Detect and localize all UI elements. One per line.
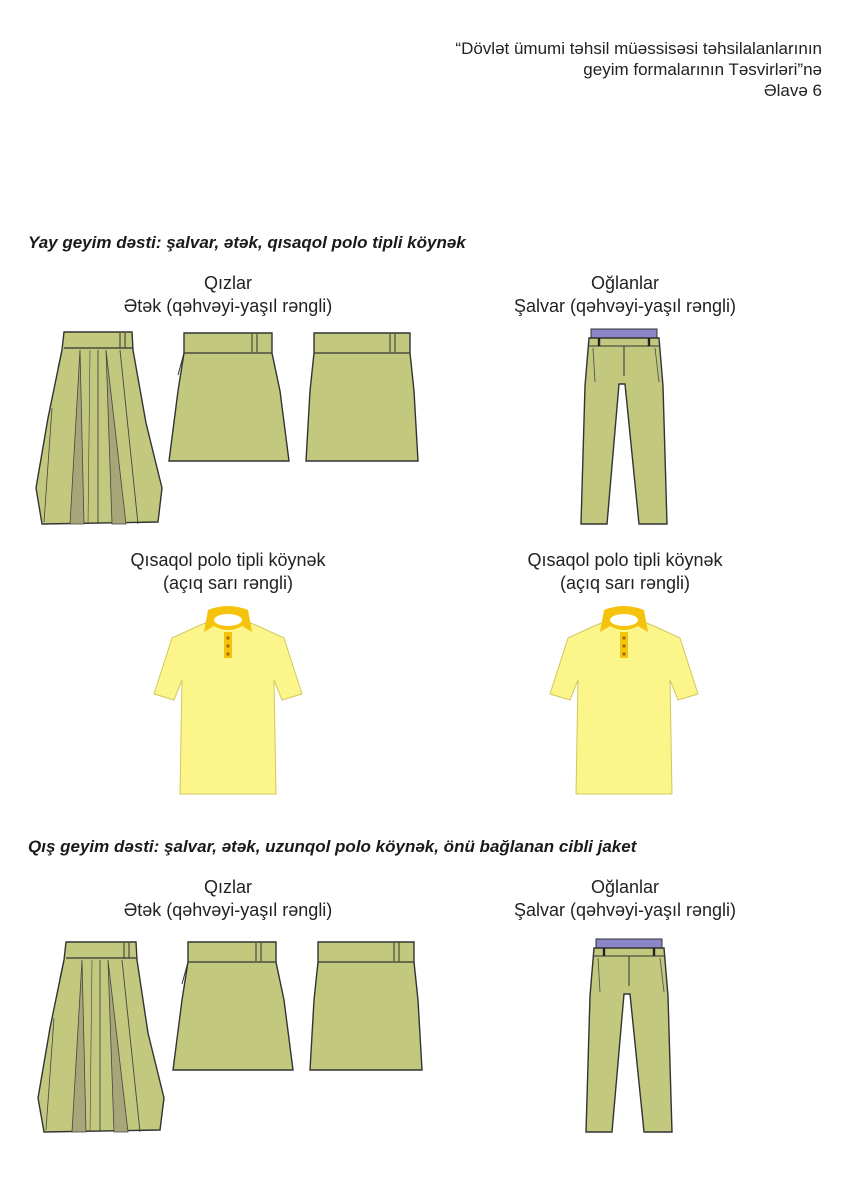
summer-girls-label: Qızlar bbox=[203, 273, 252, 293]
straight-skirt-front-winter-illustration bbox=[172, 940, 294, 1072]
straight-skirt-front-illustration bbox=[168, 331, 290, 463]
summer-shirt-left-line-2: (açıq sarı rəngli) bbox=[162, 573, 294, 593]
summer-set-title: Yay geyim dəsti: şalvar, ətək, qısaqol polo tipli köynək bbox=[28, 233, 466, 252]
header-line-2: geyim formalarının Təsvirləri”nə bbox=[583, 60, 822, 79]
polo-shirt-left-illustration bbox=[152, 604, 304, 796]
summer-shirt-right-line-1: Qısaqol polo tipli köynək bbox=[527, 550, 723, 570]
header-line-3: Əlavə 6 bbox=[763, 81, 822, 100]
summer-shirt-right-caption bbox=[485, 549, 765, 595]
header-line-1: “Dövlət ümumi təhsil müəssisəsi təhsilalanlarının bbox=[455, 39, 822, 58]
summer-boys-item: Şalvar (qəhvəyi-yaşıl rəngli) bbox=[513, 296, 737, 316]
summer-boys-label: Oğlanlar bbox=[590, 273, 660, 293]
trousers-illustration bbox=[579, 326, 669, 526]
summer-boys-caption bbox=[485, 272, 765, 318]
pleated-skirt-illustration bbox=[34, 328, 166, 526]
pleated-skirt-winter-illustration bbox=[36, 938, 168, 1134]
winter-girls-caption bbox=[88, 876, 368, 922]
summer-girls-caption bbox=[88, 272, 368, 318]
winter-girls-label: Qızlar bbox=[203, 877, 252, 897]
document-header bbox=[302, 38, 822, 101]
summer-girls-item: Ətək (qəhvəyi-yaşıl rəngli) bbox=[123, 296, 333, 316]
winter-girls-item: Ətək (qəhvəyi-yaşıl rəngli) bbox=[123, 900, 333, 920]
winter-boys-label: Oğlanlar bbox=[590, 877, 660, 897]
straight-skirt-back-winter-illustration bbox=[308, 940, 424, 1072]
polo-shirt-right-illustration bbox=[548, 604, 700, 796]
summer-shirt-left-caption bbox=[88, 549, 368, 595]
summer-shirt-left-line-1: Qısaqol polo tipli köynək bbox=[130, 550, 326, 570]
summer-shirt-right-line-2: (açıq sarı rəngli) bbox=[559, 573, 691, 593]
winter-boys-item: Şalvar (qəhvəyi-yaşıl rəngli) bbox=[513, 900, 737, 920]
winter-boys-caption bbox=[485, 876, 765, 922]
trousers-winter-illustration bbox=[584, 936, 674, 1134]
straight-skirt-back-illustration bbox=[304, 331, 420, 463]
winter-set-title: Qış geyim dəsti: şalvar, ətək, uzunqol polo köynək, önü bağlanan cibli jaket bbox=[28, 837, 637, 856]
